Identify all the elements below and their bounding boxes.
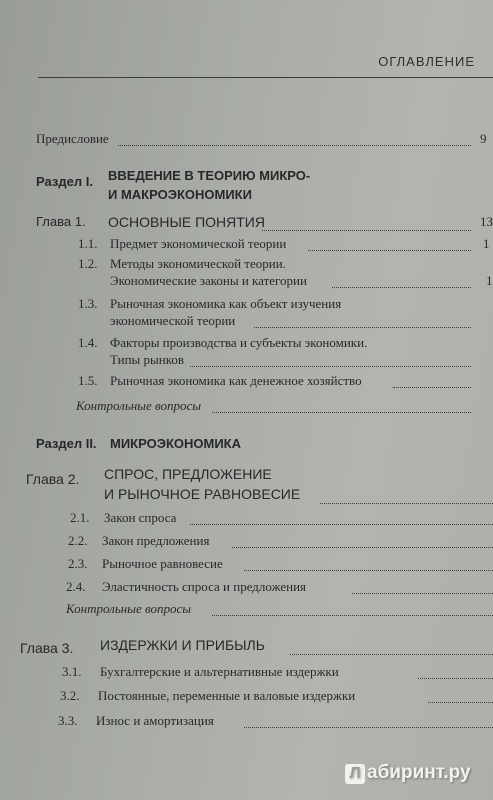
chapter-3-leader — [290, 654, 493, 655]
toc-item-1-4-number: 1.4. — [78, 335, 98, 350]
chapter-1-leader — [262, 230, 471, 231]
toc-item-2-2-title[interactable]: Закон предложения — [102, 533, 210, 548]
toc-item-1-3-title-line-1[interactable]: Рыночная экономика как объект изучения — [110, 296, 342, 311]
section-2-label: Раздел II. — [36, 436, 97, 451]
toc-item-1-4-leader — [190, 366, 471, 367]
toc-item-2-2-number: 2.2. — [68, 533, 88, 548]
toc-item-1-2-title-line-2[interactable]: Экономические законы и категории — [110, 273, 307, 288]
toc-item-1-4-title-line-1[interactable]: Факторы производства и субъекты экономики. — [110, 335, 368, 350]
chapter-2-label: Глава 2. — [26, 471, 80, 487]
preface-page: 9 — [480, 131, 487, 146]
chapter-1-questions-leader — [212, 412, 471, 413]
header-rule — [38, 77, 493, 78]
toc-item-1-1-page: 1 — [483, 236, 490, 251]
toc-item-1-2-number: 1.2. — [78, 256, 98, 271]
toc-item-2-4-number: 2.4. — [66, 579, 86, 594]
toc-item-2-4-leader — [352, 593, 493, 594]
toc-item-3-3-title[interactable]: Износ и амортизация — [96, 713, 214, 728]
chapter-2-leader — [320, 503, 493, 504]
chapter-1-questions[interactable]: Контрольные вопросы — [76, 398, 202, 413]
toc-item-1-3-title-line-2[interactable]: экономической теории — [110, 313, 236, 328]
toc-item-1-1-title[interactable]: Предмет экономической теории — [110, 236, 287, 251]
section-1-title-line-1: ВВЕДЕНИЕ В ТЕОРИЮ МИКРО- — [108, 168, 311, 183]
toc-item-1-5-leader — [393, 387, 471, 388]
chapter-1-page: 1З — [480, 214, 493, 229]
toc-item-1-2-title-line-1[interactable]: Методы экономической теории. — [110, 256, 286, 271]
chapter-2-questions[interactable]: Контрольные вопросы — [66, 601, 192, 616]
toc-item-1-5-title[interactable]: Рыночная экономика как денежное хозяйство — [110, 373, 362, 388]
toc-item-2-3-leader — [244, 570, 493, 571]
chapter-2-title-line-1[interactable]: СПРОС, ПРЕДЛОЖЕНИЕ — [104, 466, 272, 482]
toc-item-1-1-number: 1.1. — [78, 236, 98, 251]
preface-leader — [118, 145, 471, 146]
preface-label[interactable]: Предисловие — [36, 131, 109, 146]
toc-item-2-1-number: 2.1. — [70, 510, 90, 525]
toc-item-3-2-number: 3.2. — [60, 688, 80, 703]
section-1-title-line-2: И МАКРОЭКОНОМИКИ — [108, 187, 252, 202]
toc-item-1-2-leader — [332, 287, 471, 288]
labirint-logo-text: абиринт.ру — [367, 762, 471, 783]
labirint-watermark-logo — [345, 762, 471, 784]
chapter-1-title[interactable]: ОСНОВНЫЕ ПОНЯТИЯ — [108, 214, 265, 230]
toc-item-2-3-number: 2.3. — [68, 556, 88, 571]
chapter-2-questions-leader — [212, 615, 493, 616]
toc-item-3-3-leader — [244, 727, 493, 728]
toc-item-2-3-title[interactable]: Рыночное равновесие — [102, 556, 223, 571]
section-2-title: МИКРОЭКОНОМИКА — [110, 436, 242, 451]
toc-item-3-2-leader — [428, 702, 493, 703]
toc-item-1-4-title-line-2[interactable]: Типы рынков — [110, 352, 185, 367]
toc-item-3-1-number: 3.1. — [62, 664, 82, 679]
toc-item-1-3-leader — [254, 327, 471, 328]
toc-item-3-2-title[interactable]: Постоянные, переменные и валовые издержки — [98, 688, 356, 703]
toc-item-2-4-title[interactable]: Эластичность спроса и предложения — [102, 579, 307, 594]
chapter-1-label: Глава 1. — [36, 214, 86, 229]
toc-item-2-1-title[interactable]: Закон спроса — [104, 510, 177, 525]
toc-item-1-2-page: 1 — [486, 273, 493, 288]
section-1-label: Раздел I. — [36, 174, 93, 189]
chapter-3-title[interactable]: ИЗДЕРЖКИ И ПРИБЫЛЬ — [100, 637, 265, 653]
page-header-title: ОГЛАВЛЕНИЕ — [378, 54, 475, 69]
toc-item-3-1-leader — [418, 678, 493, 679]
toc-item-2-1-leader — [190, 524, 493, 525]
toc-item-1-3-number: 1.3. — [78, 296, 98, 311]
toc-item-3-3-number: 3.3. — [58, 713, 78, 728]
toc-item-1-1-leader — [308, 250, 471, 251]
chapter-3-label: Глава 3. — [20, 640, 74, 656]
toc-item-1-5-number: 1.5. — [78, 373, 98, 388]
toc-item-3-1-title[interactable]: Бухгалтерские и альтернативные издержки — [100, 664, 339, 679]
labirint-logo-icon: Л — [345, 764, 365, 784]
chapter-2-title-line-2[interactable]: И РЫНОЧНОЕ РАВНОВЕСИЕ — [104, 486, 301, 502]
toc-item-2-2-leader — [232, 547, 493, 548]
